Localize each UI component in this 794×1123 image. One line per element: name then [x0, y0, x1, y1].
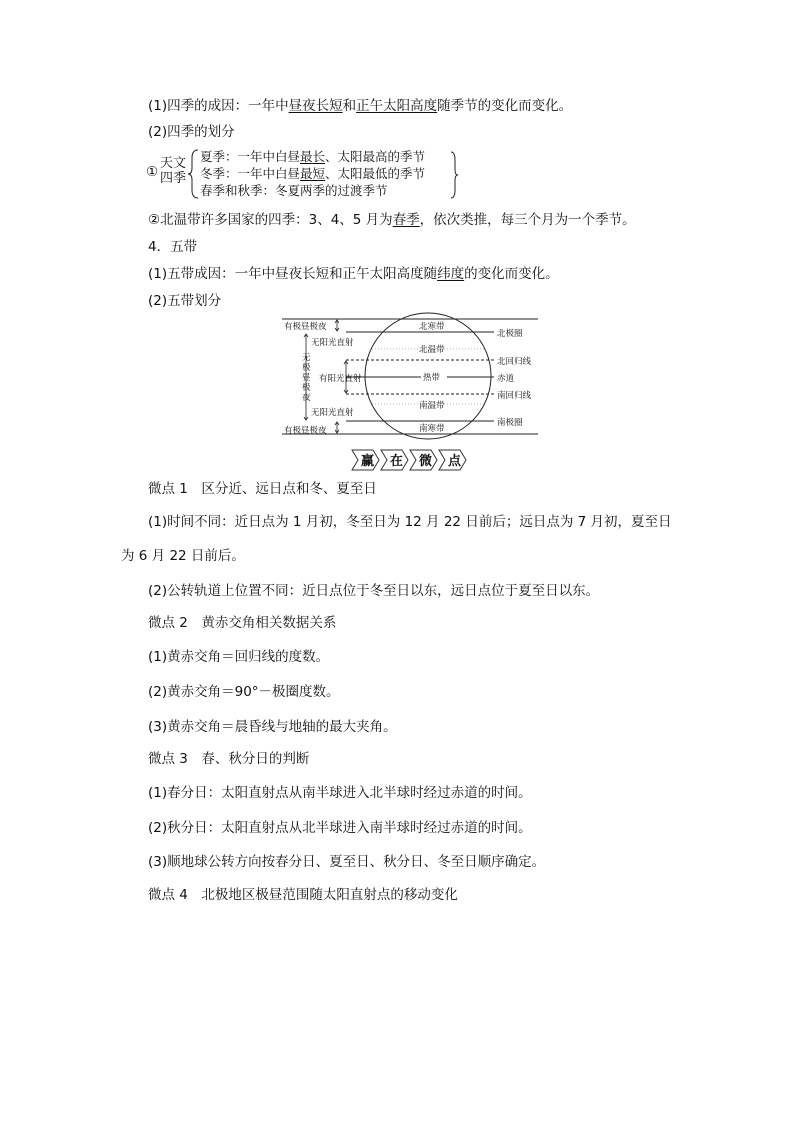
zone-south-temperate: 南温带: [419, 401, 445, 411]
five-zones-heading: 4．五带: [148, 239, 198, 255]
summer-tail: 、太阳最高的季节: [325, 149, 426, 164]
latitude-term: 纬度: [437, 266, 465, 282]
winter-lead: 冬季：一年中白昼: [200, 166, 301, 181]
spring-term: 春季: [392, 212, 420, 228]
label-tropic-cancer: 北回归线: [497, 357, 532, 367]
point-2-paragraph-2: (2)黄赤交角＝90°－极圈度数。: [148, 684, 340, 700]
label-antarctic-circle: 南极圈: [497, 418, 523, 428]
item-marker-1: ①: [146, 164, 159, 180]
point-3-paragraph-1: (1)春分日：太阳直射点从南半球进入北半球时经过赤道的时间。: [148, 785, 532, 801]
point-1-title: 微点 1 区分近、远日点和冬、夏至日: [148, 481, 377, 497]
five-zones-diagram: [282, 312, 540, 440]
left-brace-icon: [188, 148, 200, 200]
label-polar-bottom: 有极昼极夜: [284, 426, 327, 436]
five-zones-division-heading: (2)五带划分: [148, 293, 222, 309]
astronomical-seasons-block: [146, 148, 466, 200]
label-no-polar-1: 无: [302, 353, 311, 363]
banner-char-1: 赢: [361, 454, 375, 469]
point-1-paragraph-2: (2)公转轨道上位置不同：近日点位于冬至日以东，远日点位于夏至日以东。: [148, 583, 600, 599]
season-cause-and: 和: [342, 98, 357, 114]
label-no-polar-2: 极: [302, 363, 311, 373]
banner-char-4: 点: [448, 454, 462, 469]
season-cause-term-noon-sun: 正午太阳高度: [356, 98, 438, 114]
five-zones-lead: (1)五带成因：一年中昼夜长短和正午太阳高度随: [148, 266, 438, 282]
label-no-direct-bottom: 无阳光直射: [311, 408, 354, 418]
label-tropic-capricorn: 南回归线: [497, 391, 532, 401]
point-1-paragraph-1-cont: 为 6 月 22 日前后。: [121, 548, 245, 564]
label-no-polar-3: 昼: [302, 373, 311, 383]
zone-south-frigid: 南寒带: [419, 424, 445, 434]
season-division-heading: (2)四季的划分: [148, 124, 235, 140]
label-polar-top: 有极昼极夜: [284, 322, 327, 332]
point-3-title: 微点 3 春、秋分日的判断: [148, 751, 310, 767]
banner-char-3: 微: [419, 454, 433, 469]
five-zones-tail: 的变化而变化。: [464, 266, 559, 282]
point-3-paragraph-3: (3)顺地球公转方向按春分日、夏至日、秋分日、冬至日顺序确定。: [148, 854, 546, 870]
label-no-direct-top: 无阳光直射: [311, 338, 354, 348]
spring-autumn-definition: 春季和秋季：冬夏两季的过渡季节: [200, 183, 388, 198]
winter-definition: [200, 166, 425, 182]
label-no-polar-5: 夜: [302, 393, 311, 403]
north-temperate-lead: ②北温带许多国家的四季：3、4、5 月为: [148, 212, 393, 228]
zone-north-frigid: 北寒带: [419, 322, 445, 332]
point-4-title: 微点 4 北极地区极昼范围随太阳直射点的移动变化: [148, 887, 458, 903]
point-2-title: 微点 2 黄赤交角相关数据关系: [148, 615, 337, 631]
point-3-paragraph-2: (2)秋分日：太阳直射点从北半球进入南半球时经过赤道的时间。: [148, 820, 532, 836]
point-2-paragraph-3: (3)黄赤交角＝晨昏线与地轴的最大夹角。: [148, 719, 397, 735]
banner-char-2: 在: [390, 454, 404, 469]
summer-term: 最长: [300, 149, 326, 164]
right-brace-icon: [449, 150, 459, 200]
winter-tail: 、太阳最低的季节: [325, 166, 426, 181]
summer-definition: [200, 149, 425, 165]
five-zones-cause: [148, 265, 559, 283]
season-cause-paragraph: [148, 97, 572, 115]
season-cause-term-daylength: 昼夜长短: [288, 98, 343, 114]
north-temperate-tail: ，依次类推，每三个月为一个季节。: [419, 212, 636, 228]
winter-term: 最短: [300, 166, 326, 181]
summer-lead: 夏季：一年中白昼: [200, 149, 301, 164]
season-cause-lead: (1)四季的成因：一年中: [148, 98, 289, 114]
label-direct-sun: 有阳光直射: [319, 374, 362, 384]
point-2-paragraph-1: (1)黄赤交角＝回归线的度数。: [148, 649, 330, 665]
zone-north-temperate: 北温带: [419, 345, 445, 355]
astronomical-label-line1: 天文: [160, 156, 187, 171]
point-1-paragraph-1: (1)时间不同：近日点为 1 月初，冬至日为 12 月 22 日前后；远日点为 7 月初，夏至日: [148, 514, 672, 530]
zone-tropical: 热带: [423, 373, 441, 383]
label-no-polar-4: 极: [302, 383, 311, 393]
astronomical-label-line2: 四季: [160, 171, 187, 186]
section-banner: [351, 449, 467, 471]
north-temperate-seasons: [148, 211, 636, 229]
label-equator: 赤道: [497, 374, 515, 384]
label-arctic-circle: 北极圈: [497, 329, 523, 339]
season-cause-tail: 随季节的变化而变化。: [437, 98, 573, 114]
